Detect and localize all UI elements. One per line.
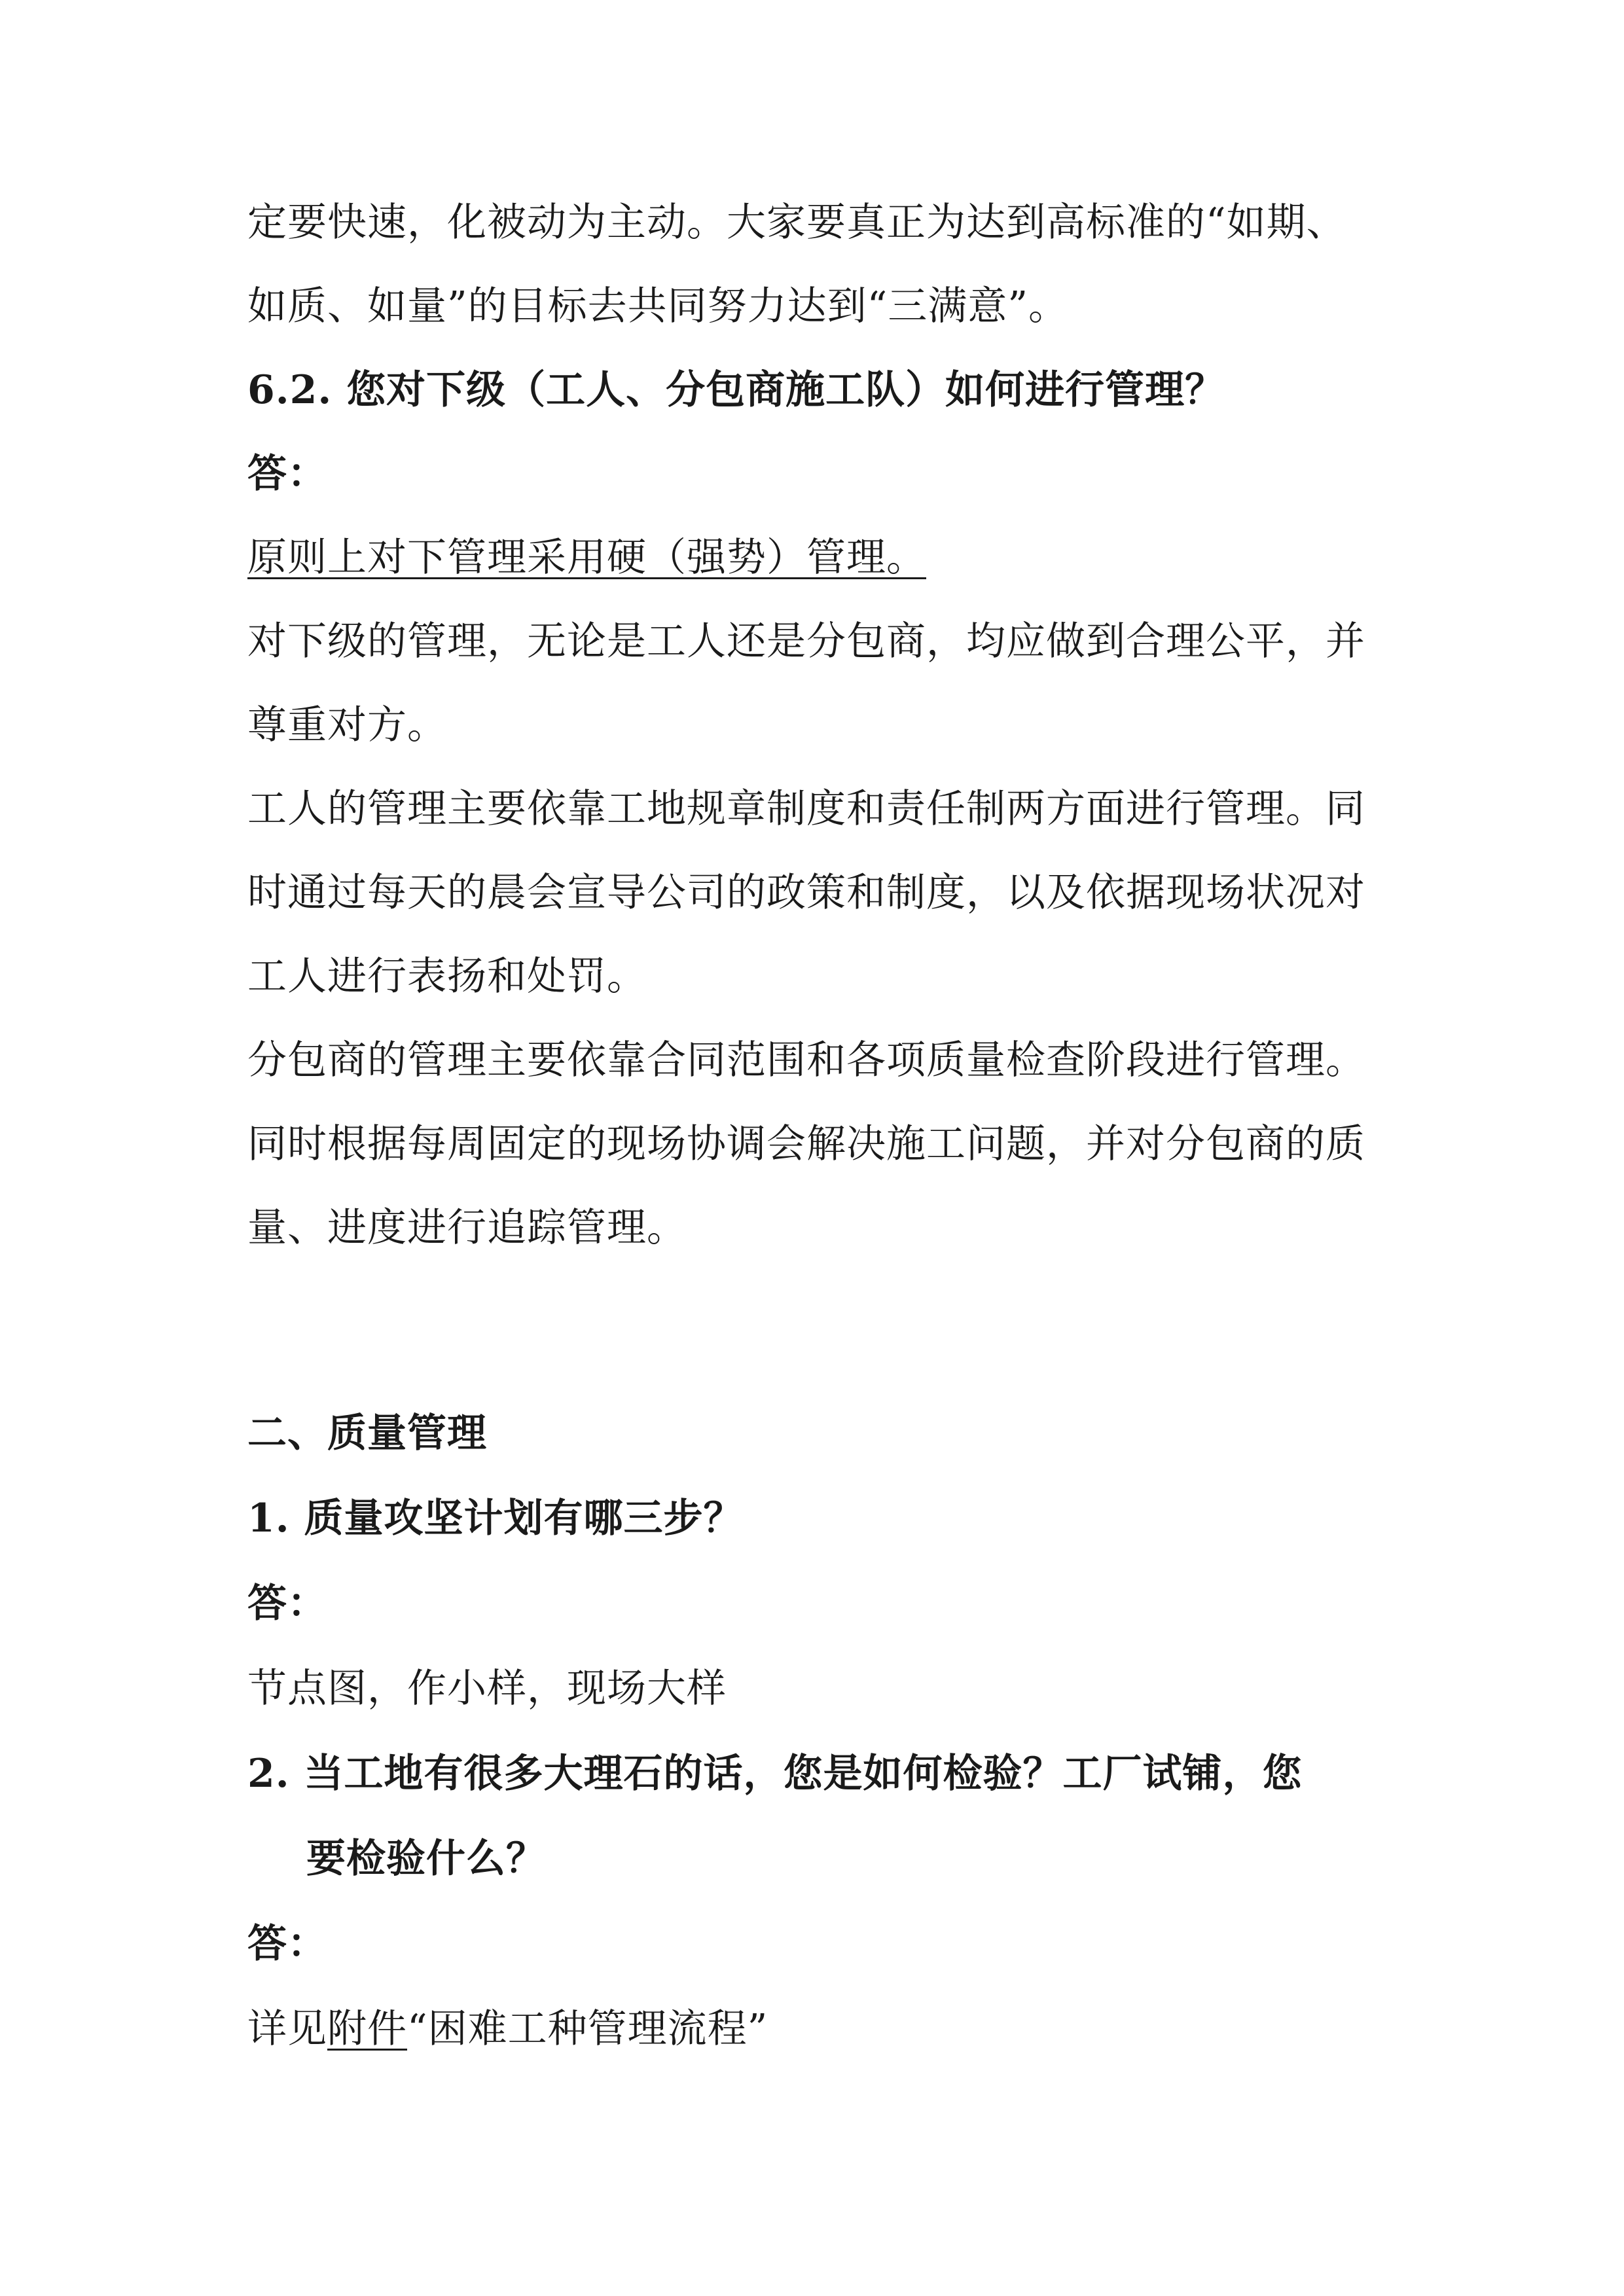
question-heading: 1. 质量攻坚计划有哪三步？: [247, 1496, 744, 1541]
answer-suffix: “困难工种管理流程”: [407, 2006, 768, 2052]
answer-label: 答：: [247, 451, 327, 497]
question-heading: 6.2. 您对下级（工人、分包商施工队）如何进行管理？: [247, 367, 1225, 413]
answer-prefix: 详见: [247, 2006, 327, 2052]
attachment-link[interactable]: 附件: [327, 2006, 407, 2052]
paragraph-line: 定要快速，化被动为主动。大家要真正为达到高标准的“如期、: [247, 200, 1346, 245]
section-heading: 二、质量管理: [247, 1410, 487, 1456]
answer-label: 答：: [247, 1581, 327, 1626]
paragraph-line: 同时根据每周固定的现场协调会解决施工问题，并对分包商的质: [247, 1121, 1365, 1167]
answer-label: 答：: [247, 1921, 327, 1967]
paragraph-line: 量、进度进行追踪管理。: [247, 1205, 687, 1251]
question-heading: 2. 当工地有很多大理石的话，您是如何检验？工厂试铺，您: [247, 1751, 1303, 1797]
paragraph-line: 对下级的管理，无论是工人还是分包商，均应做到合理公平，并: [247, 619, 1365, 664]
paragraph-line: 分包商的管理主要依靠合同范围和各项质量检查阶段进行管理。: [247, 1037, 1365, 1083]
paragraph-line: 尊重对方。: [247, 702, 447, 748]
underlined-principle: 原则上对下管理采用硬（强势）管理。: [247, 535, 926, 581]
paragraph-line: 时通过每天的晨会宣导公司的政策和制度，以及依据现场状况对: [247, 870, 1365, 916]
question-heading-continued: 要检验什么？: [306, 1836, 546, 1882]
answer-text: [247, 2003, 1406, 2055]
paragraph-line: 工人的管理主要依靠工地规章制度和责任制两方面进行管理。同: [247, 786, 1365, 832]
answer-text: 节点图，作小样，现场大样: [247, 1666, 727, 1712]
paragraph-line: 工人进行表扬和处罚。: [247, 954, 647, 999]
paragraph-line: 如质、如量”的目标去共同努力达到“三满意”。: [247, 283, 1069, 329]
principle-line: [247, 531, 1406, 584]
